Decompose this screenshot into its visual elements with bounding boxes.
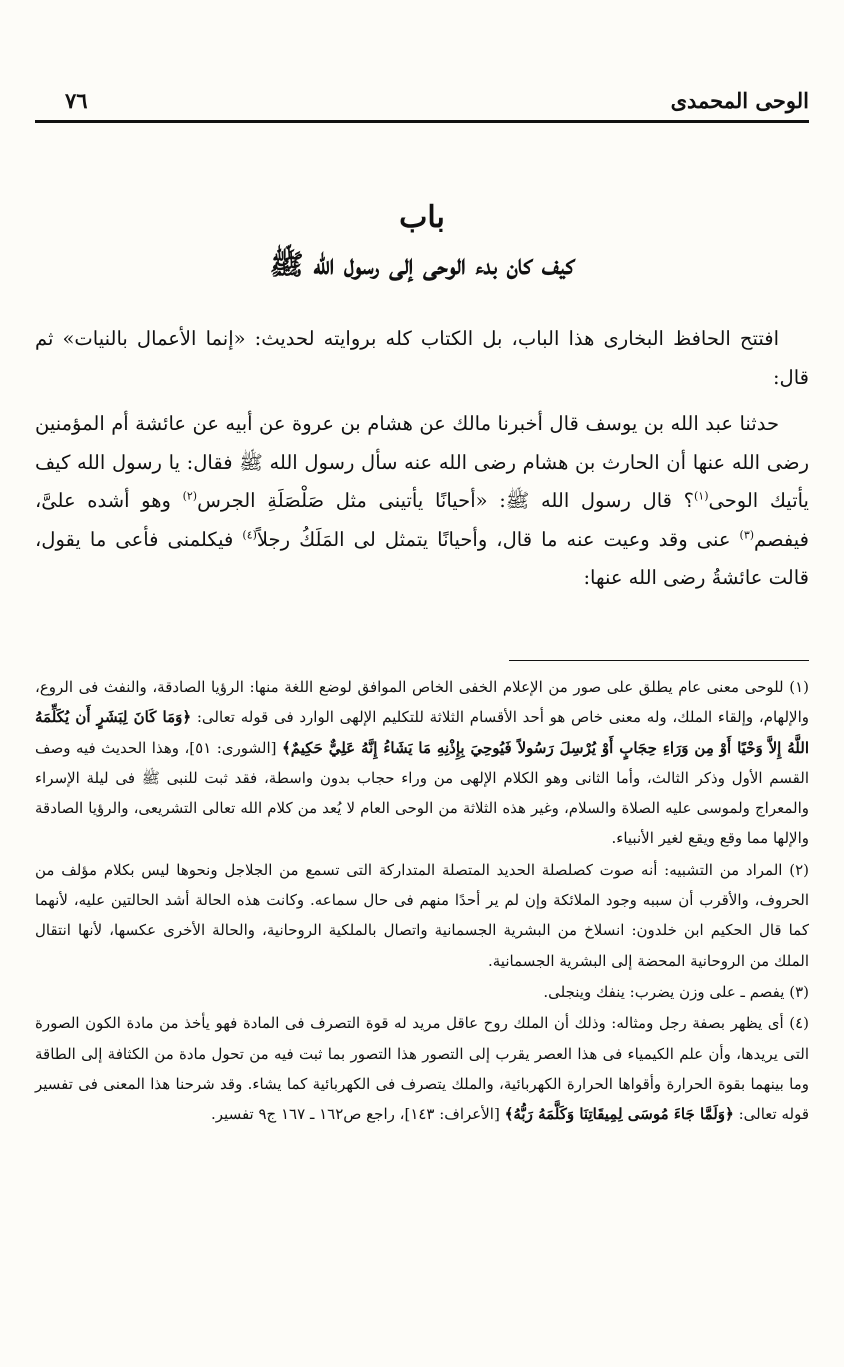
footnote-marker-1[interactable]: (١) (693, 489, 709, 503)
hadith-text-e: فيكلمنى فأعى ما يقول، قالت عائشةُ رضى الله عنها: (35, 527, 809, 589)
footnote-2: (٢) المراد من التشبيه: أنه صوت كصلصلة الحديد المتصلة المتداركة التى تسمع من الجلاجل ونحوها ليس بكلام مؤلف من الحروف، والأقرب أن سببه وجود الملائكة وإن لم ير أحدًا منهم فى حال سماعه. وكانت هذه الحالة أشد الحالتين عليه، لأنهما كما قال الحكيم ابن خلدون: انسلاخ من البشرية الجسمانية واتصال بالملكية الروحانية، والحالة الأخرى عكسها، لأنها انتقال الملك من الروحانية المحضة إلى البشرية الجسمانية. (35, 860, 809, 970)
quran-verse-shura: ﴿وَمَا كَانَ لِبَشَرٍ أَن يُكَلِّمَهُ اللَّهُ إِلاَّ وَحْيًا أَوْ مِن وَرَاءِ حِجَابٍ أَوْ يُرْسِلَ رَسُولاً فَيُوحِيَ بِإِذْنِهِ مَا يَشَاءُ إِنَّهُ عَلِيٌّ حَكِيمٌ﴾ (35, 708, 809, 757)
footnote-rule (509, 660, 809, 661)
page-number: ٧٦ (65, 88, 88, 113)
footnote-4-text-a: (٤) أى يظهر بصفة رجل ومثاله: وذلك أن الملك روح عاقل مريد له قوة التصرف فى المادة فهو يأخذ من مادة الكون الصورة التى يريدها، وأن علم الكيمياء فى هذا العصر يقرب إلى التصور هذا التصور بما ثبت فيه من تحول مادة من الكثافة إلى الطاقة وما بينهما بقوة الحرارة وأقواها الحرارة الكهربائية، والملك يتصرف فى الكهربائية كما يشاء. وقد شرحنا هذا المعنى فى تفسير قوله تعالى: (35, 1014, 809, 1124)
footnote-4 (35, 1008, 809, 1129)
hadith-text-a: حدثنا عبد الله بن يوسف قال أخبرنا مالك عن هشام بن عروة عن أبيه عن عائشة أم المؤمنين رضى الله عنها أن الحارث بن هشام رضى الله عنه سأل رسول الله ﷺ فقال: يا رسول الله كيف يأتيك الوحى (35, 412, 809, 512)
footnote-marker-4[interactable]: (٤) (242, 528, 257, 541)
footnote-3: (٣) يفصم ـ على وزن يضرب: ينفك وينجلى. (543, 982, 809, 1001)
book-title: الوحى المحمدى (670, 88, 809, 113)
footnote-1 (35, 672, 809, 854)
paragraph-hadith (35, 405, 809, 598)
footnote-1-text-a: (١) للوحى معنى عام يطلق على صور من الإعلام الخفى الخاص الموافق لوضع اللغة منها: الرؤيا الصادقة، والنفث فى الروع، والإلهام، وإلقاء الملك، وله معنى خاص هو أحد الأقسام الثلاثة للتكليم الإلهى الوارد فى قوله تعالى: (35, 678, 809, 727)
quran-verse-araf: ﴿وَلَمَّا جَاءَ مُوسَى لِمِيقَاتِنَا وَكَلَّمَهُ رَبُّهُ﴾ (504, 1105, 734, 1124)
chapter-heading (35, 196, 809, 290)
hadith-text-c: وهو أشده علىَّ، فيفصم (35, 489, 809, 551)
hadith-text-b: ؟ قال رسول الله ﷺ: «أحيانًا يأتينى مثل صَلْصَلَةِ الجرس (197, 489, 694, 512)
footnote-4-text-b: [الأعراف: ١٤٣]، راجع ص١٦٢ ـ ١٦٧ ج٩ تفسير. (211, 1105, 505, 1124)
chapter-label: باب (399, 200, 445, 235)
footnotes (35, 672, 809, 1129)
running-header (35, 80, 809, 122)
hadith-text-d: عنى وقد وعيت عنه ما قال، وأحيانًا يتمثل لى المَلَكُ رجلاً (256, 527, 740, 551)
main-text (35, 320, 809, 598)
chapter-title: كيف كان بدء الوحى إلى رسول الله ﷺ (269, 248, 575, 281)
footnote-marker-3[interactable]: (٣) (739, 528, 755, 541)
paragraph-intro: افتتح الحافظ البخارى هذا الباب، بل الكتاب كله بروايته لحديث: «إنما الأعمال بالنيات» ثم قال: (35, 327, 809, 389)
footnote-marker-2[interactable]: (٢) (182, 489, 198, 503)
footnote-1-text-b: [الشورى: ٥١]، وهذا الحديث فيه وصف القسم الأول وذكر الثالث، وأما الثانى وهو الكلام الإلهى من وراء حجاب بدون واسطة، فقد ثبت للنبى ﷺ فى ليلة الإسراء والمعراج ولموسى عليه الصلاة والسلام، وغير هذه الثلاثة من الوحى العام لا يُعد من كلام الله تعالى التشريعى، والرؤيا الصادقة والإلها مما وقع ويقع لغير الأنبياء. (35, 738, 809, 848)
header-rule (35, 120, 809, 123)
